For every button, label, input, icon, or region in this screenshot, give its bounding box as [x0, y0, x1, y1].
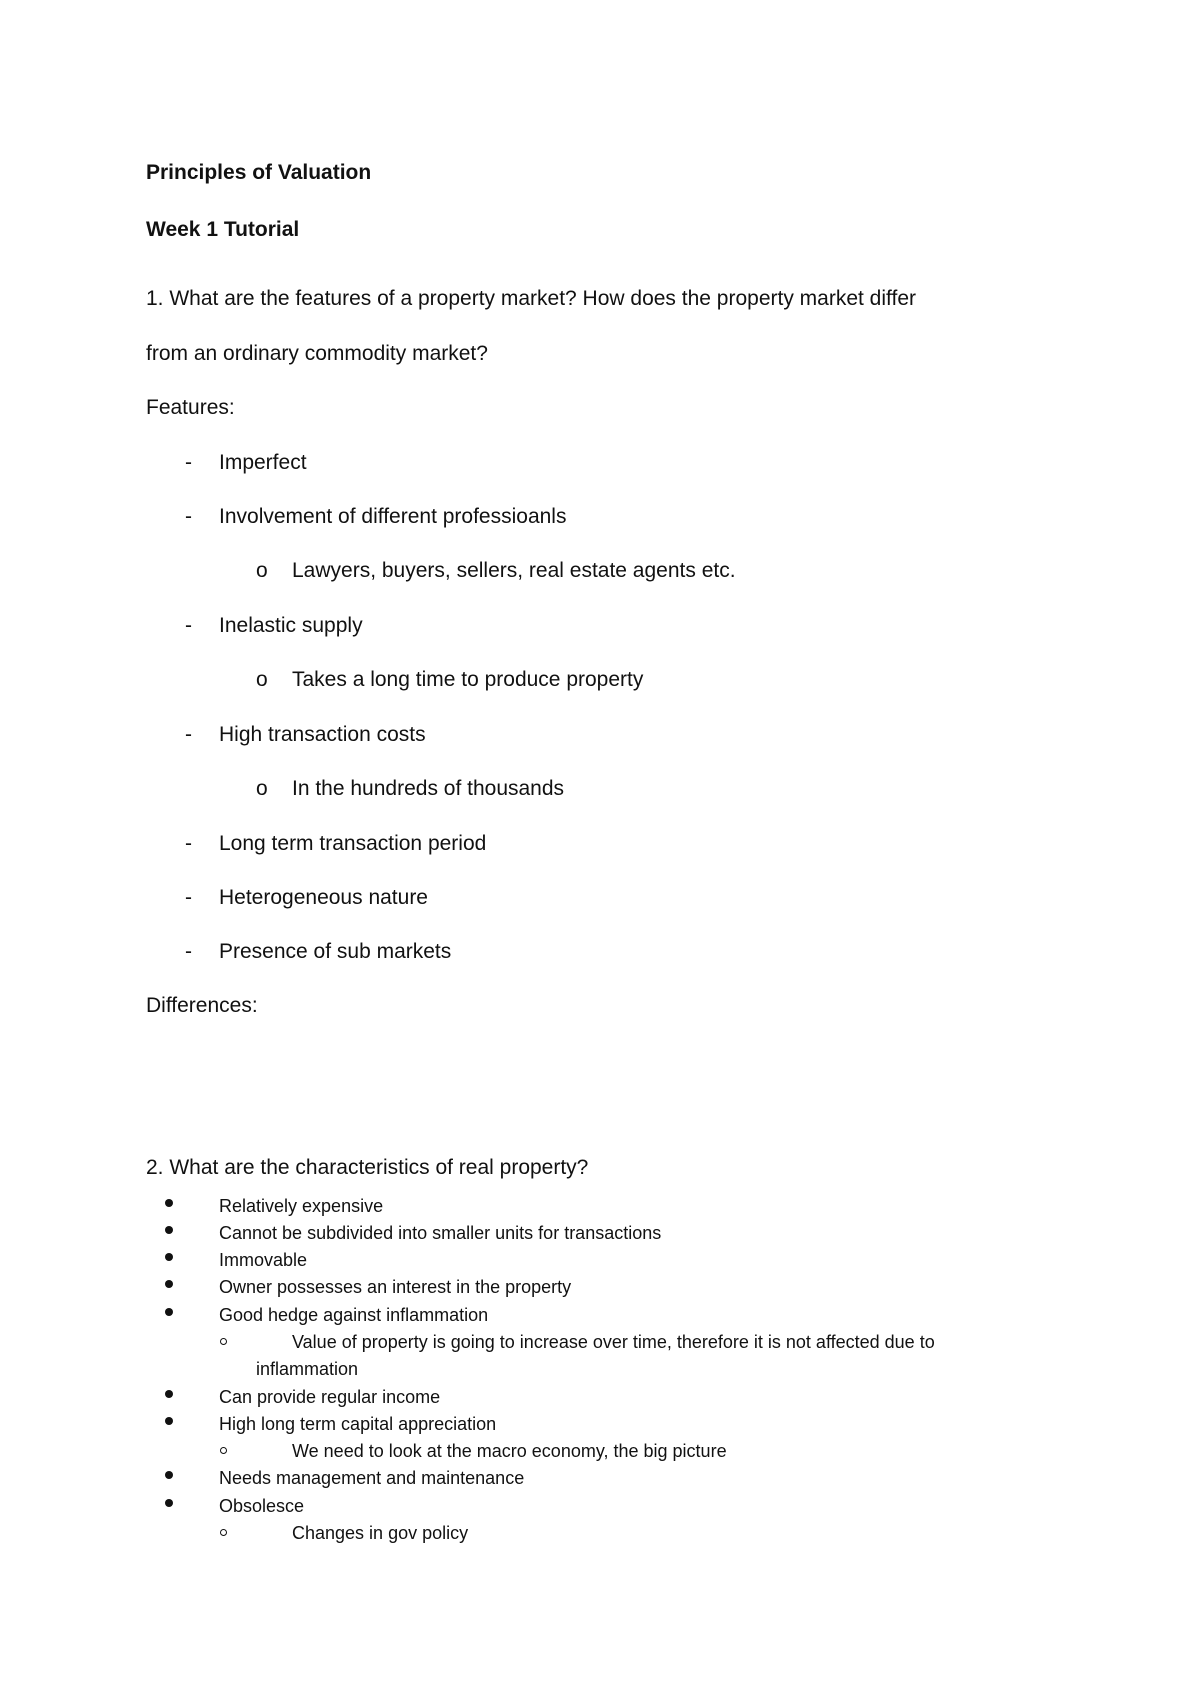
document-subtitle: Week 1 Tutorial	[146, 218, 300, 241]
feature-sub-item: Lawyers, buyers, sellers, real estate agents etc.	[292, 559, 736, 582]
differences-heading: Differences:	[146, 994, 258, 1017]
dash-bullet: -	[185, 505, 192, 528]
characteristic-sub-item: Value of property is going to increase over time, therefore it is not affected due to	[292, 1332, 935, 1352]
feature-item: Presence of sub markets	[219, 940, 452, 963]
characteristic-item: High long term capital appreciation	[219, 1414, 497, 1434]
dash-bullet: -	[185, 886, 192, 909]
characteristic-item: Needs management and maintenance	[219, 1468, 525, 1488]
circle-sub-bullet: o	[256, 777, 268, 800]
question-1-line-1: 1. What are the features of a property market? How does the property market differ	[146, 287, 916, 310]
dash-bullet: -	[185, 940, 192, 963]
feature-item: Imperfect	[219, 451, 307, 474]
feature-item: Heterogeneous nature	[219, 886, 428, 909]
bullet-dot	[165, 1226, 173, 1234]
bullet-dot	[165, 1308, 173, 1316]
dash-bullet: -	[185, 614, 192, 637]
circle-sub-bullet	[220, 1447, 227, 1454]
characteristic-item: Relatively expensive	[219, 1196, 384, 1216]
bullet-dot	[165, 1417, 173, 1425]
bullet-dot	[165, 1471, 173, 1479]
dash-bullet: -	[185, 723, 192, 746]
feature-item: Inelastic supply	[219, 614, 363, 637]
bullet-dot	[165, 1199, 173, 1207]
circle-sub-bullet	[220, 1529, 227, 1536]
document-title: Principles of Valuation	[146, 161, 372, 184]
characteristic-item: Immovable	[219, 1250, 308, 1270]
bullet-dot	[165, 1280, 173, 1288]
dash-bullet: -	[185, 451, 192, 474]
dash-bullet: -	[185, 832, 192, 855]
feature-sub-item: Takes a long time to produce property	[292, 668, 644, 691]
bullet-dot	[165, 1499, 173, 1507]
circle-sub-bullet: o	[256, 668, 268, 691]
bullet-dot	[165, 1253, 173, 1261]
feature-item: High transaction costs	[219, 723, 426, 746]
bullet-dot	[165, 1390, 173, 1398]
feature-sub-item: In the hundreds of thousands	[292, 777, 565, 800]
characteristic-item: Obsolesce	[219, 1496, 305, 1516]
question-1-line-2: from an ordinary commodity market?	[146, 342, 488, 365]
characteristic-sub-item-continued: inflammation	[256, 1359, 359, 1379]
characteristic-item: Good hedge against inflammation	[219, 1305, 489, 1325]
features-heading: Features:	[146, 396, 235, 419]
feature-item: Long term transaction period	[219, 832, 487, 855]
characteristic-sub-item: We need to look at the macro economy, the big picture	[292, 1441, 727, 1461]
question-2: 2. What are the characteristics of real property?	[146, 1156, 589, 1179]
characteristic-item: Can provide regular income	[219, 1387, 441, 1407]
feature-item: Involvement of different professioanls	[219, 505, 567, 528]
characteristic-item: Owner possesses an interest in the property	[219, 1277, 572, 1297]
characteristic-sub-item: Changes in gov policy	[292, 1523, 469, 1543]
circle-sub-bullet	[220, 1338, 227, 1345]
circle-sub-bullet: o	[256, 559, 268, 582]
characteristic-item: Cannot be subdivided into smaller units for transactions	[219, 1223, 662, 1243]
